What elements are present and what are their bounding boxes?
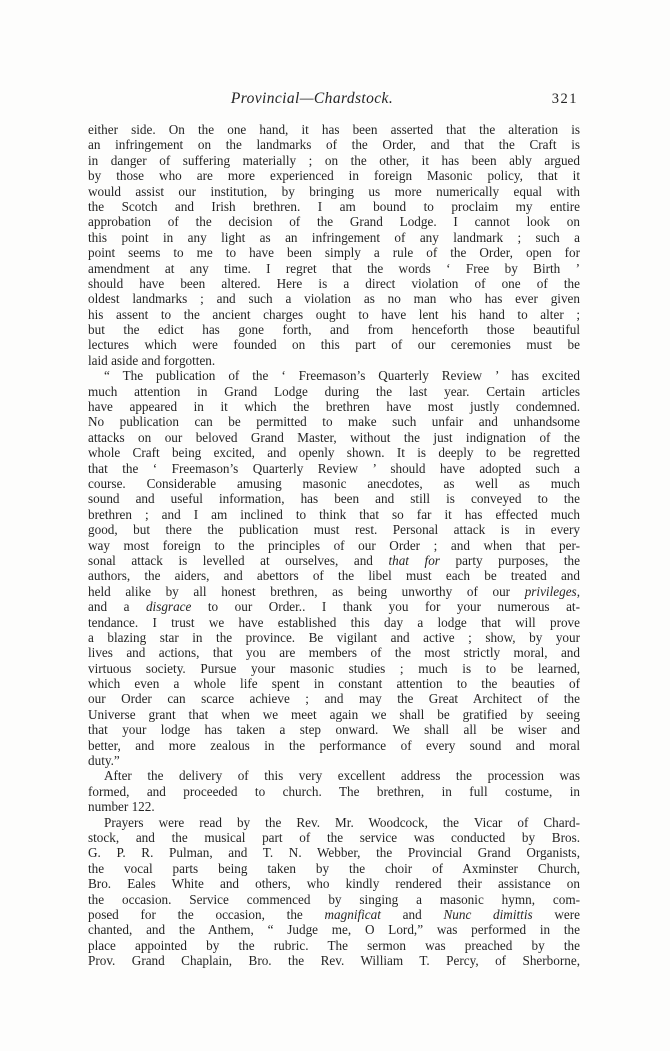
text-line [88,476,580,491]
text-segment: number 122. [88,799,155,815]
paragraph [88,768,580,814]
text-segment: virtuous society. Pursue your masonic studies ; much is to be learned, [88,660,580,676]
text-line [88,384,580,399]
text-line [88,337,580,352]
text-segment: would assist our institution, by bringing us more numerically equal with [88,183,580,199]
text-line [88,922,580,937]
text-line [88,707,580,722]
italic-text-segment: disgrace [145,599,192,615]
text-segment: were [532,906,580,922]
italic-text-segment: Nunc dimittis [443,906,533,922]
text-segment: sound and useful information, has been and still is conveyed to the [88,491,580,507]
text-line [88,491,580,506]
text-segment: tendance. I trust we have established this day a lodge that will prove [88,614,580,630]
text-segment: the vocal parts being taken by the choir of Axminster Church, [88,860,580,876]
text-line [88,168,580,183]
text-block [88,122,580,968]
text-line [88,630,580,645]
text-segment: an infringement on the landmarks of the Order, and that the Craft is [88,137,580,153]
text-line [88,876,580,891]
text-line [88,276,580,291]
text-line [88,430,580,445]
text-segment: good, but there the publication must rest. Personal attack is in every [88,522,580,538]
text-line [88,830,580,845]
text-line [88,137,580,152]
text-line [88,599,580,614]
text-segment: lectures which were founded on this part of our ceremonies must be [88,337,580,353]
text-line [88,507,580,522]
text-segment: better, and more zealous in the performance of every sound and moral [88,737,580,753]
text-segment: the occasion. Service commenced by singing a masonic hymn, com- [88,891,580,907]
text-segment: laid aside and forgotten. [88,352,216,368]
text-segment: brethren ; and I am inclined to think that so far it has effected much [88,506,580,522]
text-segment: authors, the aiders, and abettors of the libel must each be treated and [88,568,580,584]
text-line [88,199,580,214]
text-line [88,553,580,568]
text-segment: held alike by all honest brethren, as being unworthy of our [88,583,525,599]
text-segment: party purposes, the [439,552,580,568]
text-segment: Prov. Grand Chaplain, Bro. the Rev. William T. Percy, of Sherborne, [88,953,580,969]
text-line [88,461,580,476]
text-segment: this point in any light as an infringement of any landmark ; such a [88,229,580,245]
text-line [88,861,580,876]
text-segment: that your lodge has taken a step onward. We shall all be wiser and [88,722,580,738]
text-segment: have appeared in it which the brethren have most justly condemned. [88,399,580,415]
text-segment: “ The publication of the ‘ Freemason’s Quarterly Review ’ has excited [104,368,580,384]
text-segment: and a [88,599,146,615]
running-title: Provincial—Chardstock. [230,90,394,107]
text-line [88,738,580,753]
text-segment: which even a whole life spent in constant attention to the beauties of [88,676,580,692]
text-line [88,799,580,814]
text-line [88,353,580,368]
text-line [88,522,580,537]
text-line [88,676,580,691]
text-line [88,907,580,922]
text-line [88,661,580,676]
text-segment: sonal attack is levelled at ourselves, and [88,552,389,568]
text-line [88,414,580,429]
text-line [88,445,580,460]
text-line [88,938,580,953]
text-segment: his assent to the ancient charges ought to have lent his hand to alter ; [88,306,580,322]
text-segment: by those who are more experienced in foreign Masonic policy, that it [88,168,580,184]
text-line [88,953,580,968]
page-content [88,90,580,968]
text-segment: After the delivery of this very excellent address the procession was [104,768,580,784]
text-line [88,784,580,799]
text-line [88,815,580,830]
text-segment: either side. On the one hand, it has been asserted that the alteration is [88,122,580,137]
text-segment: course. Considerable amusing masonic anecdotes, as well as much [88,475,580,491]
text-segment: oldest landmarks ; and such a violation as no man who has ever given [88,291,580,307]
text-line [88,845,580,860]
text-segment: place appointed by the rubric. The sermon was preached by the [88,937,580,953]
text-segment: that the ‘ Freemason’s Quarterly Review ’ should have adopted such a [88,460,580,476]
italic-text-segment: privileges [524,583,577,599]
text-segment: in danger of suffering materially ; on the other, it has been ably argued [88,152,580,168]
paragraph [88,122,580,368]
text-line [88,568,580,583]
page-number: 321 [551,91,578,107]
italic-text-segment: that for [388,552,440,568]
text-line [88,214,580,229]
text-segment: lives and actions, that you are members of the most strictly moral, and [88,645,580,661]
text-line [88,230,580,245]
text-line [88,615,580,630]
text-segment: , [576,583,580,599]
text-segment: the Scotch and Irish brethren. I am bound to proclaim my entire [88,198,580,214]
paragraph [88,368,580,768]
text-segment: Prayers were read by the Rev. Mr. Woodcock, the Vicar of Chard- [104,814,580,830]
text-line [88,245,580,260]
text-line [88,122,580,137]
text-segment: our Order can scarce achieve ; and may the Great Architect of the [88,691,580,707]
text-segment: duty.” [88,753,120,769]
text-segment: No publication can be permitted to make such unfair and unhandsome [88,414,580,430]
text-segment: whole Craft being excited, and openly shown. It is deeply to be regretted [88,445,580,461]
text-line [88,691,580,706]
text-segment: G. P. R. Pulman, and T. N. Webber, the Provincial Grand Organists, [88,845,580,861]
text-line [88,768,580,783]
text-segment: much attention in Grand Lodge during the last year. Certain articles [88,383,580,399]
text-segment: attacks on our beloved Grand Master, without the just indignation of the [88,429,580,445]
text-segment: point seems to me to have been simply a rule of the Order, open for [88,245,580,261]
text-line [88,322,580,337]
text-line [88,584,580,599]
text-line [88,645,580,660]
text-segment: approbation of the decision of the Grand Lodge. I cannot look on [88,214,580,230]
text-line [88,261,580,276]
text-line [88,538,580,553]
text-line [88,722,580,737]
text-line [88,399,580,414]
text-segment: but the edict has gone forth, and from henceforth those beautiful [88,322,580,338]
running-head [88,90,580,109]
text-segment: formed, and proceeded to church. The brethren, in full costume, in [88,783,580,799]
text-segment: to our Order.. I thank you for your numerous at- [191,599,580,615]
text-segment: and [380,906,444,922]
text-line [88,368,580,383]
text-segment: posed for the occasion, the [88,906,325,922]
text-segment: should have been altered. Here is a direct violation of one of the [88,275,580,291]
text-segment: way most foreign to the principles of our Order ; and when that per- [88,537,580,553]
text-segment: Universe grant that when we meet again we shall be gratified by seeing [88,706,580,722]
text-line [88,753,580,768]
text-segment: stock, and the musical part of the service was conducted by Bros. [88,829,580,845]
text-line [88,153,580,168]
text-line [88,307,580,322]
paragraph [88,815,580,969]
text-segment: amendment at any time. I regret that the words ‘ Free by Birth ’ [88,260,580,276]
text-segment: Bro. Eales White and others, who kindly rendered their assistance on [88,876,580,892]
text-line [88,184,580,199]
text-segment: chanted, and the Anthem, “ Judge me, O Lord,” was performed in the [88,922,580,938]
text-line [88,892,580,907]
text-segment: a blazing star in the province. Be vigilant and active ; show, by your [88,629,580,645]
italic-text-segment: magnificat [324,906,381,922]
text-line [88,291,580,306]
